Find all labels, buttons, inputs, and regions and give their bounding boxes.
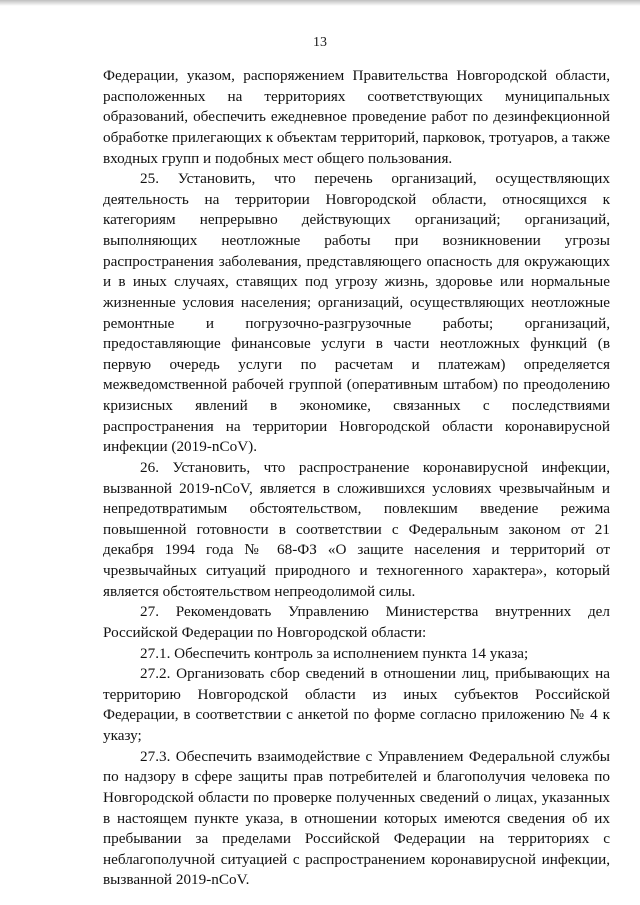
paragraph-item-27-1: 27.1. Обеспечить контроль за исполнением пункта 14 указа; <box>140 644 529 662</box>
page-number: 13 <box>313 35 327 50</box>
paragraph-item-26: 26. Установить, что распространение коронавирусной инфекции, вызванной 2019-nCoV, является в сложившихся условиях чрезвычайным и непредотвратимым обстоятельством, повлекшим введение режима повышенной готовности в соответствии с Федеральным законом от 21 декабря 1994 года № 68-ФЗ «О защите населения и территорий от чрезвычайных ситуаций природного и техногенного характера», который является обстоятельством непреодолимой силы. <box>103 458 610 600</box>
paragraph-item-25: 25. Установить, что перечень организаций, осуществляющих деятельность на территории Новгородской области, относящихся к категориям непрерывно действующих организаций; организаций, выполняющих неотложные работы при возникновении угрозы распространения заболевания, представляющего опасность для окружающих и в иных случаях, ставящих под угрозу жизнь, здоровье или нормальные жизненные условия населения; организаций, осуществляющих неотложные ремонтные и погрузочно-разгрузочные работы; организаций, предоставляющие финансовые услуги в части неотложных функций (в первую очередь услуги по расчетам и платежам) определяется межведомственной рабочей группой (оперативным штабом) по преодолению кризисных явлений в экономике, связанных с последствиями распространения на территории Новгородской области коронавирусной инфекции (2019-nCoV). <box>103 170 610 456</box>
document-body <box>103 66 610 891</box>
scan-top-edge <box>0 0 640 6</box>
paragraph-item-27: 27. Рекомендовать Управлению Министерства внутренних дел Российской Федерации по Новгородской области: <box>103 603 610 641</box>
paragraph-item-27-3: 27.3. Обеспечить взаимодействие с Управлением Федеральной службы по надзору в сфере защиты прав потребителей и благополучия человека по Новгородской области по проверке полученных сведений о лицах, указанных в настоящем пункте указа, в отношении которых имеются сведения об их пребывании за пределами Российской Федерации на территориях с неблагополучной ситуацией с распространением коронавирусной инфекции, вызванной 2019-nCoV. <box>103 747 610 889</box>
paragraph-continuation: Федерации, указом, распоряжением Правительства Новгородской области, расположенных на территориях соответствующих муниципальных образований, обеспечить ежедневное проведение работ по дезинфекционной обработке прилегающих к объектам территорий, парковок, тротуаров, а также входных групп и подобных мест общего пользования. <box>103 67 610 167</box>
paragraph-item-27-2: 27.2. Организовать сбор сведений в отношении лиц, прибывающих на территорию Новгородской области из иных субъектов Российской Федерации, в соответствии с анкетой по форме согласно приложению № 4 к указу; <box>103 665 610 744</box>
